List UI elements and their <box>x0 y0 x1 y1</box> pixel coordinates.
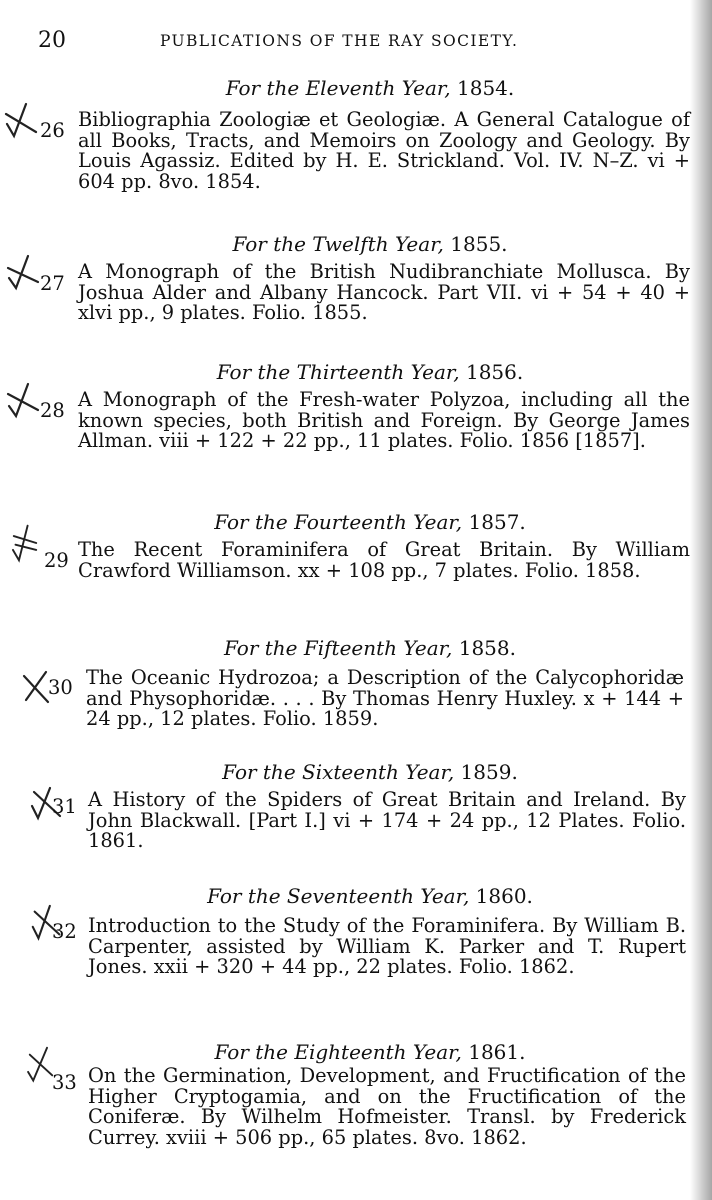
entry-number: 28 <box>40 399 65 422</box>
year-heading-label: For the Seventeenth Year, <box>207 884 470 908</box>
year-heading <box>0 760 712 784</box>
header-title: PUBLICATIONS OF THE RAY SOCIETY. <box>160 32 519 50</box>
year-heading-year: 1854. <box>450 76 515 100</box>
entry-text: The Recent Foraminifera of Great Britain. By William Crawford Williamson. xx + 108 pp., 7 plates. Folio. 1858. <box>78 538 690 582</box>
entry-number: 31 <box>52 795 77 818</box>
year-heading <box>0 1040 712 1064</box>
entry-text: Introduction to the Study of the Foraminifera. By William B. Carpenter, assisted by William K. Parker and T. Rupert Jones. xxii + 320 + 44 pp., 22 plates. Folio. 1862. <box>88 914 686 979</box>
entry-number: 33 <box>52 1071 77 1094</box>
entry-number: 29 <box>44 549 69 572</box>
year-heading-label: For the Twelfth Year, <box>232 232 444 256</box>
year-heading-year: 1859. <box>454 760 518 784</box>
running-head <box>38 28 682 56</box>
year-heading <box>0 884 712 908</box>
year-heading-label: For the Sixteenth Year, <box>222 760 455 784</box>
entry-text: A Monograph of the Fresh-water Polyzoa, including all the known species, both British and Foreign. By George James Allman. viii + 122 + 22 pp., 11 plates. Folio. 1856 [1857]. <box>78 388 690 453</box>
year-heading-year: 1857. <box>462 510 526 534</box>
entry-number: 32 <box>52 920 77 943</box>
entry-text: On the Germination, Development, and Fructification of the Higher Cryptogamia, and on the Fructification of the Coniferæ. By Wilhelm Hofmeister. Transl. by Frederick Currey. xviii + 506 pp., 65 plates. 8vo. 1862. <box>88 1064 686 1149</box>
year-heading-year: 1858. <box>452 636 516 660</box>
year-heading <box>0 510 712 534</box>
year-heading-year: 1855. <box>443 232 508 256</box>
year-heading <box>0 232 712 256</box>
year-heading <box>0 360 712 384</box>
year-heading-label: For the Thirteenth Year, <box>216 360 460 384</box>
handwritten-x-mark <box>4 102 38 140</box>
year-heading-label: For the Eleventh Year, <box>225 76 451 100</box>
handwritten-x-mark <box>6 254 40 292</box>
year-heading <box>0 76 712 100</box>
handwritten-x-mark <box>8 524 42 562</box>
entry-number: 30 <box>48 676 73 699</box>
year-heading-year: 1856. <box>459 360 524 384</box>
year-heading-label: For the Eighteenth Year, <box>214 1040 462 1064</box>
year-heading-label: For the Fourteenth Year, <box>214 510 463 534</box>
page-number: 20 <box>38 28 66 53</box>
entry-text: Bibliographia Zoologiæ et Geologiæ. A General Catalogue of all Books, Tracts, and Memoirs on Zoology and Geology. By Louis Agassiz. Edited by H. E. Strickland. Vol. IV. N–Z. vi + 604 pp. 8vo. 1854. <box>78 108 690 193</box>
entry-number: 26 <box>40 119 65 142</box>
year-heading-year: 1860. <box>469 884 533 908</box>
binding-shadow <box>690 0 712 1200</box>
year-heading-year: 1861. <box>461 1040 526 1064</box>
entry-number: 27 <box>40 272 65 295</box>
entry-text: A History of the Spiders of Great Britain and Ireland. By John Blackwall. [Part I.] vi + 174 + 24 pp., 12 Plates. Folio. 1861. <box>88 788 686 853</box>
handwritten-x-mark <box>6 382 40 420</box>
year-heading-label: For the Fifteenth Year, <box>224 636 453 660</box>
entry-text: A Monograph of the British Nudibranchiate Mollusca. By Joshua Alder and Albany Hancock. Part VII. vi + 54 + 40 + xlvi pp., 9 plates. Folio. 1855. <box>78 260 690 325</box>
entry-text: The Oceanic Hydrozoa; a Description of the Calycophoridæ and Physophoridæ. . . . By Thomas Henry Huxley. x + 144 + 24 pp., 12 plates. Folio. 1859. <box>86 666 684 731</box>
year-heading <box>0 636 712 660</box>
